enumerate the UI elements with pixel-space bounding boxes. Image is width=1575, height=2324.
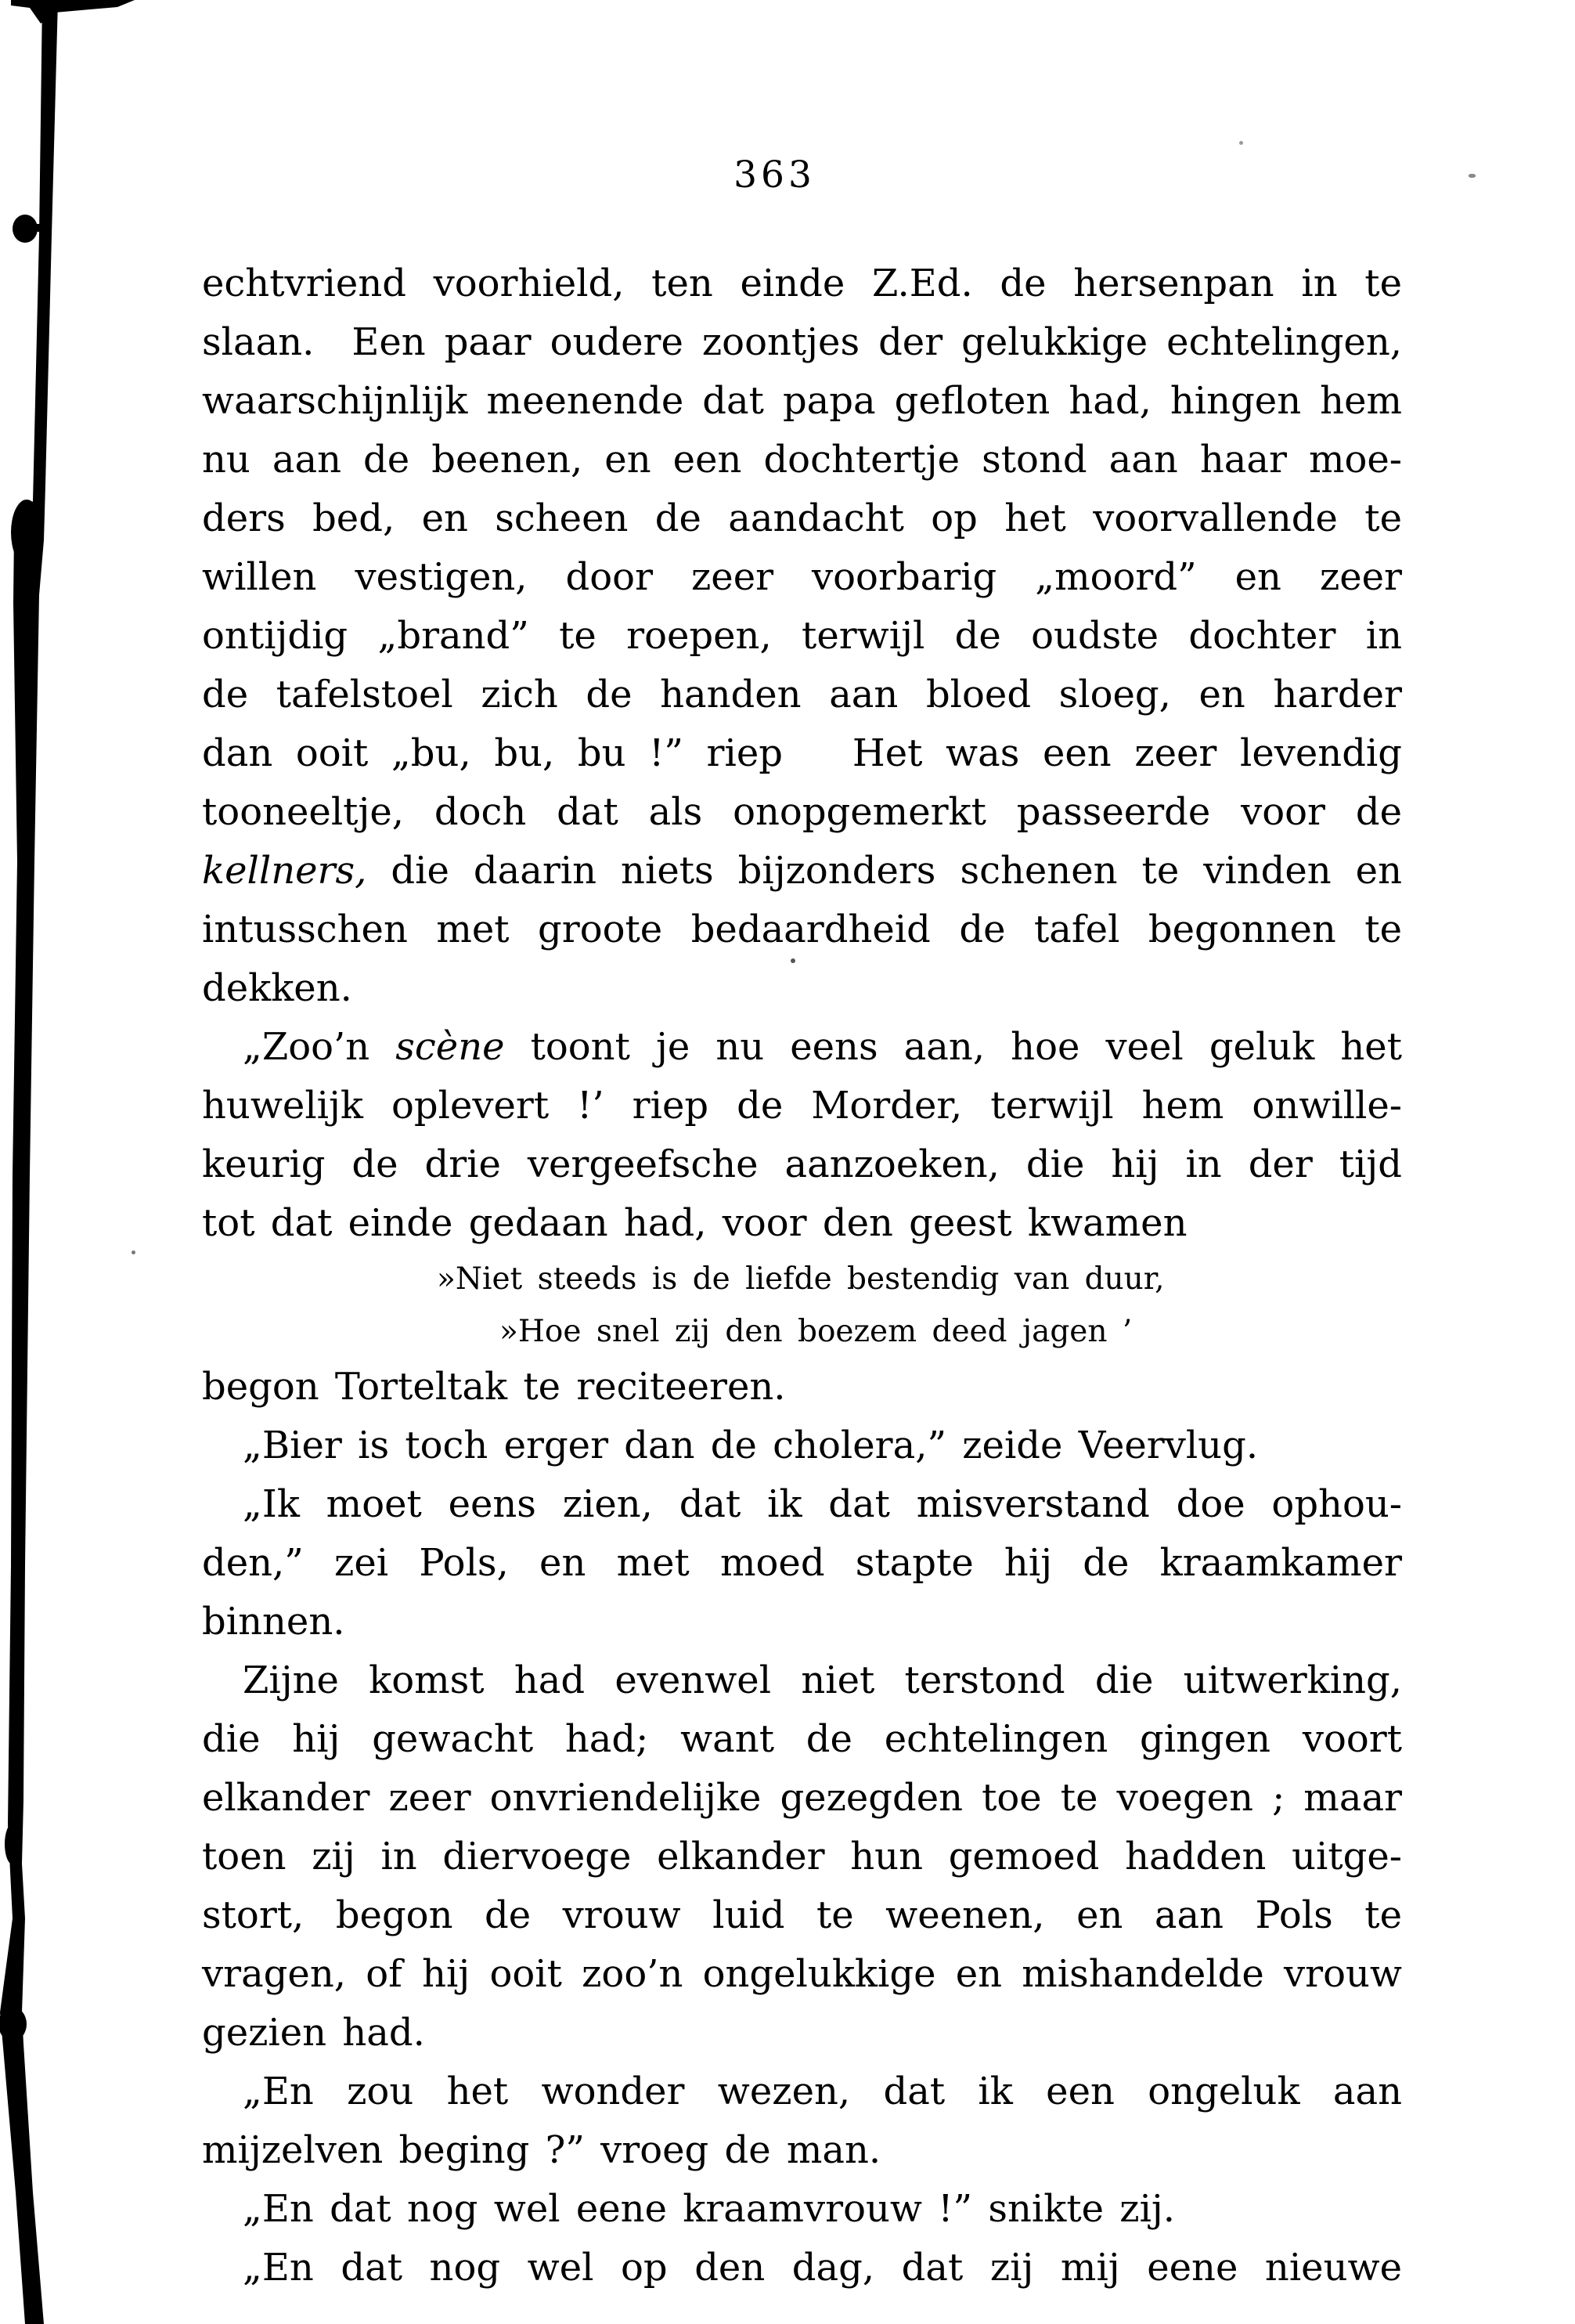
text-segment: willen vestigen, door zeer voorbarig „moord” en zeer (202, 555, 1402, 599)
text-line (202, 1305, 1402, 1358)
text-segment: mijzelven beging ?” vroeg de man. (202, 2128, 881, 2172)
text-line (202, 2239, 1402, 2297)
text-line (202, 548, 1402, 607)
text-line (202, 2180, 1402, 2239)
text-segment: nu aan de beenen, en een dochtertje stond aan haar moe- (202, 438, 1402, 482)
text-segment: dan ooit „bu, bu, bu !” riep Het was een zeer levendig (202, 731, 1402, 775)
text-segment: »Hoe snel zij den boezem deed jagen ’ (499, 1314, 1133, 1349)
text-line (202, 1253, 1402, 1305)
text-segment: slaan. Een paar oudere zoontjes der gelukkige echtelingen, (202, 320, 1402, 364)
text-line (202, 842, 1402, 900)
text-segment: keurig de drie vergeefsche aanzoeken, die hij in der tijd (202, 1142, 1402, 1186)
text-segment: ders bed, en scheen de aandacht op het voorvallende te (202, 496, 1402, 540)
text-segment: die daarin niets bijzonders schenen te vinden en (366, 849, 1402, 893)
text-line (202, 1475, 1402, 1534)
text-line (202, 431, 1402, 489)
text-line (202, 607, 1402, 666)
text-line (202, 724, 1402, 783)
text-line (202, 1710, 1402, 1769)
text-line (202, 2121, 1402, 2180)
text-segment: „Zoo’n (243, 1025, 396, 1069)
text-segment: Zijne komst had evenwel niet terstond die uitwerking, (243, 1658, 1402, 1702)
text-line (202, 1769, 1402, 1828)
text-line (202, 900, 1402, 959)
text-segment: »Niet steeds is de liefde bestendig van duur, (437, 1261, 1165, 1297)
scan-speck (1469, 174, 1476, 178)
text-segment: stort, begon de vrouw luid te weenen, en aan Pols te (202, 1893, 1402, 1937)
binding-blob-artifact (11, 500, 42, 565)
italic-text: kellners, (202, 849, 367, 893)
text-line (202, 2004, 1402, 2062)
text-line (202, 1416, 1402, 1475)
scan-speck (132, 1250, 135, 1254)
text-segment: den,” zei Pols, en met moed stapte hij de kraamkamer (202, 1541, 1402, 1585)
text-segment: „En zou het wonder wezen, dat ik een ongeluk aan (243, 2070, 1402, 2113)
text-line (202, 489, 1402, 548)
text-line (202, 1651, 1402, 1710)
text-line (202, 1018, 1402, 1077)
binding-blob-artifact (5, 1824, 20, 1864)
text-line (202, 2062, 1402, 2121)
text-line (202, 254, 1402, 313)
binding-tick-artifact (30, 224, 45, 232)
text-segment: tooneeltje, doch dat als onopgemerkt passeerde voor de (202, 790, 1402, 834)
page-number: 363 (733, 153, 816, 197)
text-line (202, 1828, 1402, 1886)
text-line (202, 313, 1402, 372)
italic-text: scène (395, 1025, 505, 1069)
page-corner-artifact (11, 0, 135, 23)
text-segment: waarschijnlijk meenende dat papa gefloten had, hingen hem (202, 379, 1402, 423)
binding-blob-artifact (13, 215, 38, 243)
text-segment: elkander zeer onvriendelijke gezegden toe te voegen ; maar (202, 1776, 1402, 1820)
text-segment: echtvriend voorhield, ten einde Z.Ed. de hersenpan in te (202, 262, 1402, 305)
text-line (202, 1358, 1402, 1416)
text-line (202, 372, 1402, 431)
text-line (202, 959, 1402, 1018)
binding-blob-artifact (0, 2007, 27, 2041)
text-line (202, 1886, 1402, 1945)
text-segment: „En dat nog wel eene kraamvrouw !” snikte zij. (243, 2187, 1176, 2231)
text-line (202, 783, 1402, 842)
page-text (202, 254, 1402, 2297)
text-line (202, 1945, 1402, 2004)
text-segment: begon Torteltak te reciteeren. (202, 1365, 786, 1409)
text-segment: gezien had. (202, 2011, 425, 2055)
text-segment: toen zij in diervoege elkander hun gemoed hadden uitge- (202, 1835, 1402, 1878)
text-line (202, 1077, 1402, 1135)
text-segment: intusschen met groote bedaardheid de tafel begonnen te (202, 908, 1402, 951)
text-line (202, 1135, 1402, 1194)
binding-mark-artifact (0, 0, 58, 2324)
text-line (202, 1194, 1402, 1253)
text-segment: ontijdig „brand” te roepen, terwijl de oudste dochter in (202, 614, 1402, 658)
text-segment: „Bier is toch erger dan de cholera,” zeide Veervlug. (243, 1424, 1259, 1467)
text-segment: „Ik moet eens zien, dat ik dat misverstand doe ophou- (243, 1482, 1402, 1526)
text-segment: toont je nu eens aan, hoe veel geluk het (504, 1025, 1402, 1069)
text-line (202, 1593, 1402, 1651)
text-line (202, 666, 1402, 724)
text-segment: de tafelstoel zich de handen aan bloed sloeg, en harder (202, 673, 1402, 716)
text-segment: die hij gewacht had; want de echtelingen gingen voort (202, 1717, 1402, 1761)
text-segment: dekken. (202, 966, 352, 1010)
text-segment: vragen, of hij ooit zoo’n ongelukkige en mishandelde vrouw (202, 1952, 1402, 1996)
text-line (202, 1534, 1402, 1593)
text-segment: binnen. (202, 1600, 345, 1644)
text-segment: „En dat nog wel op den dag, dat zij mij eene nieuwe (243, 2246, 1402, 2290)
scan-speck (1239, 141, 1243, 145)
text-segment: huwelijk oplevert !’ riep de Morder, terwijl hem onwille- (202, 1084, 1402, 1128)
text-segment: tot dat einde gedaan had, voor den geest kwamen (202, 1201, 1188, 1245)
